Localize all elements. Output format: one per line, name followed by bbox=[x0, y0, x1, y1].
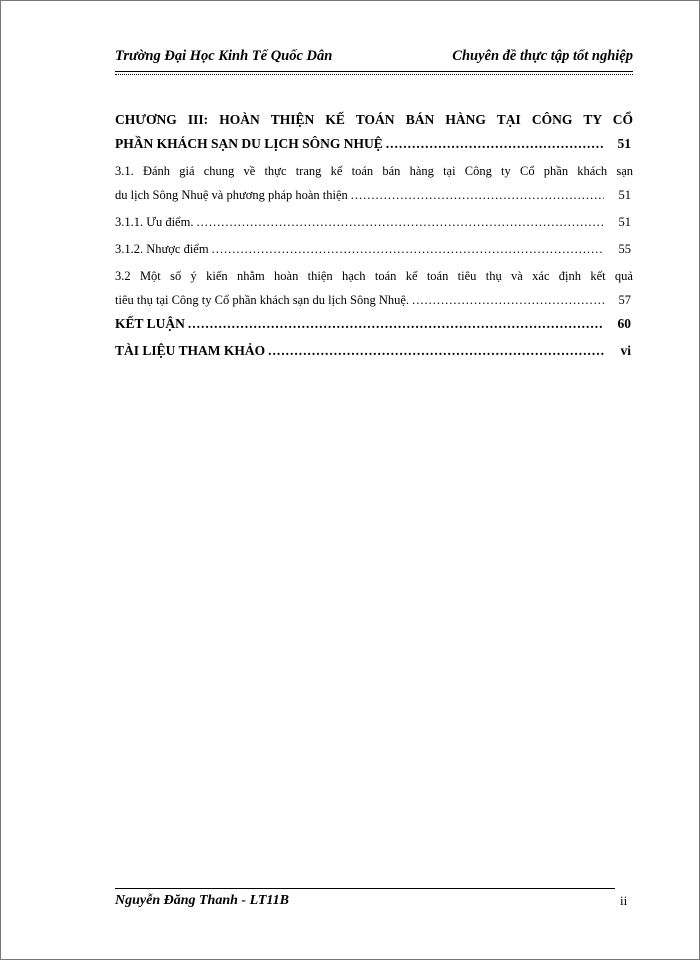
toc-section-3-1-1-page: 51 bbox=[618, 215, 631, 229]
dot-leader bbox=[386, 132, 604, 156]
header-university: Trường Đại Học Kinh Tế Quốc Dân bbox=[115, 48, 333, 64]
toc-conclusion-entry[interactable] bbox=[115, 312, 633, 336]
toc-section-3-1-line1[interactable]: 3.1. Đánh giá chung về thực trang kế toán bán hàng tại Công ty Cổ phần khách sạn bbox=[115, 164, 633, 178]
dot-leader bbox=[268, 339, 604, 363]
toc-section-3-2-entry[interactable] bbox=[115, 288, 633, 312]
toc-references-entry[interactable] bbox=[115, 339, 633, 363]
toc-section-3-1-entry[interactable] bbox=[115, 183, 633, 207]
toc-section-3-1-2-entry[interactable] bbox=[115, 237, 633, 261]
toc-conclusion-title: KẾT LUẬN bbox=[115, 316, 185, 331]
dot-leader bbox=[212, 237, 604, 261]
dot-leader bbox=[412, 288, 604, 312]
toc-section-3-2-page: 57 bbox=[618, 293, 631, 307]
dot-leader bbox=[196, 210, 604, 234]
toc-section-3-1-1-entry[interactable] bbox=[115, 210, 633, 234]
page-header bbox=[115, 48, 633, 68]
toc-references-title: TÀI LIỆU THAM KHẢO bbox=[115, 343, 266, 358]
toc-section-3-2-line1[interactable]: 3.2 Một số ý kiến nhằm hoàn thiện hạch toán kế toán tiêu thụ và xác định kết quả bbox=[115, 269, 633, 283]
toc-section-3-1-page: 51 bbox=[618, 188, 631, 202]
toc-chapter3-entry[interactable] bbox=[115, 132, 633, 156]
header-rule-dotted bbox=[115, 74, 633, 75]
footer-author: Nguyễn Đăng Thanh - LT11B bbox=[115, 893, 289, 908]
toc-section-3-1-1-title: 3.1.1. Ưu điểm. bbox=[115, 215, 194, 229]
footer-rule bbox=[115, 888, 615, 889]
table-of-contents bbox=[115, 108, 633, 363]
footer-page-number: ii bbox=[620, 893, 628, 908]
toc-section-3-2-line2: tiêu thụ tại Công ty Cổ phần khách sạn du lịch Sông Nhuệ. bbox=[115, 293, 410, 307]
toc-section-3-1-2-page: 55 bbox=[618, 242, 631, 256]
toc-references-page: vi bbox=[620, 343, 631, 358]
toc-chapter3-title-line2: PHẦN KHÁCH SẠN DU LỊCH SÔNG NHUỆ bbox=[115, 136, 383, 151]
toc-chapter3-page: 51 bbox=[617, 136, 631, 151]
dot-leader bbox=[351, 183, 604, 207]
toc-section-3-1-2-title: 3.1.2. Nhược điểm bbox=[115, 242, 209, 256]
toc-conclusion-page: 60 bbox=[617, 316, 631, 331]
header-document-type: Chuyên đề thực tập tốt nghiệp bbox=[452, 48, 633, 64]
toc-chapter3-title-line1[interactable]: CHƯƠNG III: HOÀN THIỆN KẾ TOÁN BÁN HÀNG TẠI CÔNG TY CỔ bbox=[115, 112, 633, 127]
toc-section-3-1-line2: du lịch Sông Nhuệ và phương pháp hoàn thiện bbox=[115, 188, 348, 202]
header-rule bbox=[115, 71, 633, 72]
dot-leader bbox=[188, 312, 604, 336]
